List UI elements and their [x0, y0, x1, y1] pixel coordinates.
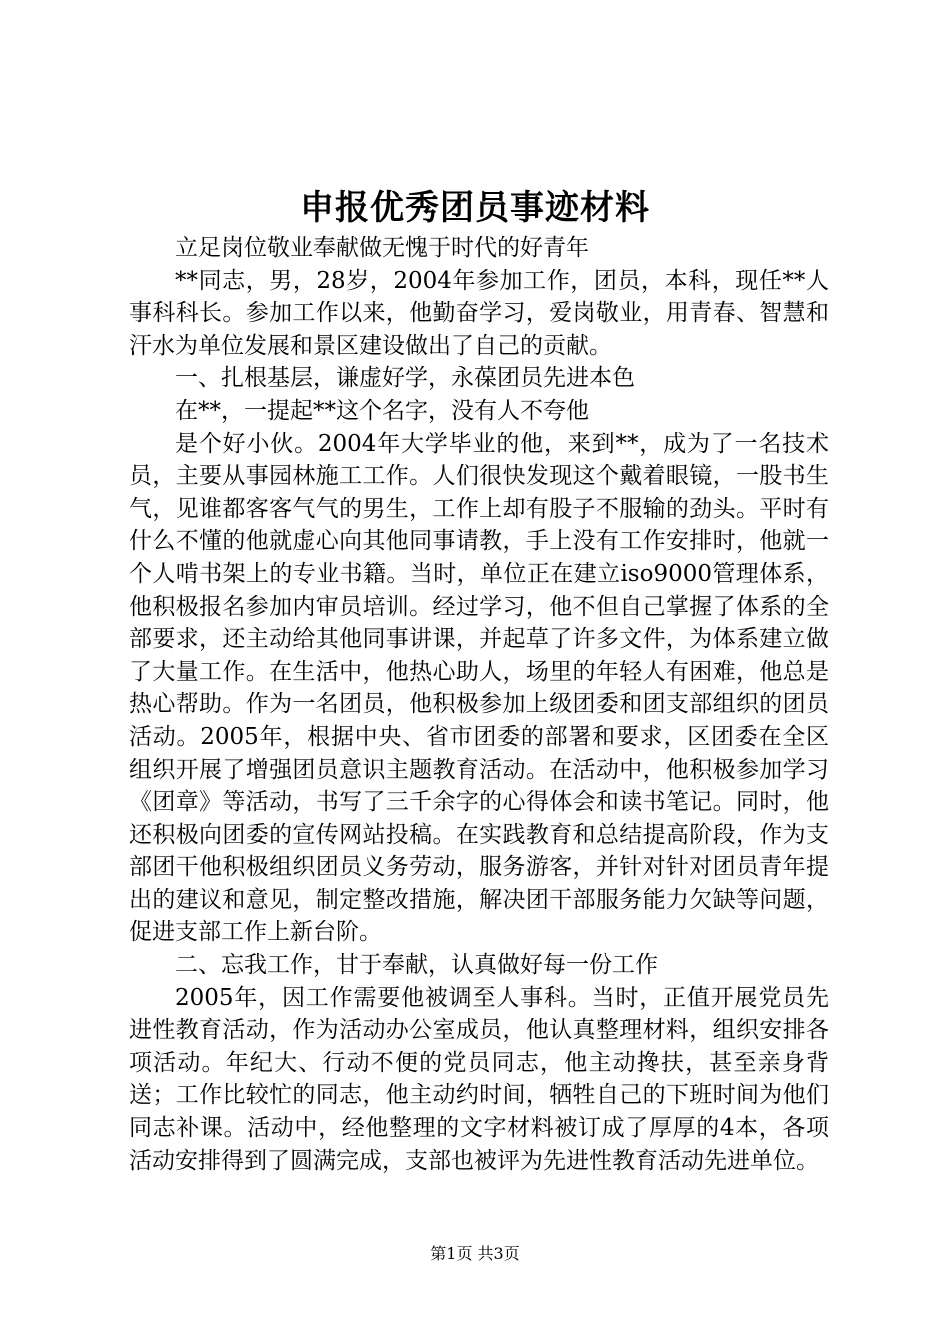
section-heading-1: 一、扎根基层，谦虚好学，永葆团员先进本色: [175, 365, 635, 392]
subtitle-paragraph: 立足岗位敬业奉献做无愧于时代的好青年: [175, 235, 589, 261]
body-paragraph: 2005年，因工作需要他被调至人事科。当时，正值开展党员先进性教育活动，作为活动办公室成员，他认真整理材料，组织安排各项活动。年纪大、行动不便的党员同志，他主动搀扶，甚至亲身背送；工作比较忙的同志，他主动约时间，牺牲自己的下班时间为他们同志补课。活动中，经他整理的文字材料被订成了厚厚的4本，各项活动安排得到了圆满完成，支部也被评为先进性教育活动先进单位。: [129, 984, 829, 1174]
page-number-footer: 第1页 共3页: [430, 1244, 520, 1263]
body-paragraph: 在**，一提起**这个名字，没有人不夸他: [175, 397, 589, 424]
document-title: 申报优秀团员事迹材料: [300, 188, 650, 228]
body-paragraph: 是个好小伙。2004年大学毕业的他，来到**，成为了一名技术员，主要从事园林施工工作。人们很快发现这个戴着眼镜，一股书生气，见谁都客客气气的男生，工作上却有股子不服输的劲头。平时有什么不懂的他就虚心向其他同事请教，手上没有工作安排时，他就一个人啃书架上的专业书籍。当时，单位正在建立iso9000管理体系，他积极报名参加内审员培训。经过学习，他不但自己掌握了体系的全部要求，还主动给其他同事讲课，并起草了许多文件，为体系建立做了大量工作。在生活中，他热心助人，场里的年轻人有困难，他总是热心帮助。作为一名团员，他积极参加上级团委和团支部组织的团员活动。2005年，根据中央、省市团委的部署和要求，区团委在全区组织开展了增强团员意识主题教育活动。在活动中，他积极参加学习《团章》等活动，书写了三千余字的心得体会和读书笔记。同时，他还积极向团委的宣传网站投稿。在实践教育和总结提高阶段，作为支部团干他积极组织团员义务劳动，服务游客，并针对针对团员青年提出的建议和意见，制定整改措施，解决团干部服务能力欠缺等问题，促进支部工作上新台阶。: [129, 430, 829, 946]
intro-paragraph: **同志，男，28岁，2004年参加工作，团员，本科，现任**人事科科长。参加工作以来，他勤奋学习，爱岗敬业，用青春、智慧和汗水为单位发展和景区建设做出了自己的贡献。: [129, 267, 829, 359]
document-body: [129, 232, 829, 1177]
section-heading-2: 二、忘我工作，甘于奉献，认真做好每一份工作: [175, 952, 658, 979]
